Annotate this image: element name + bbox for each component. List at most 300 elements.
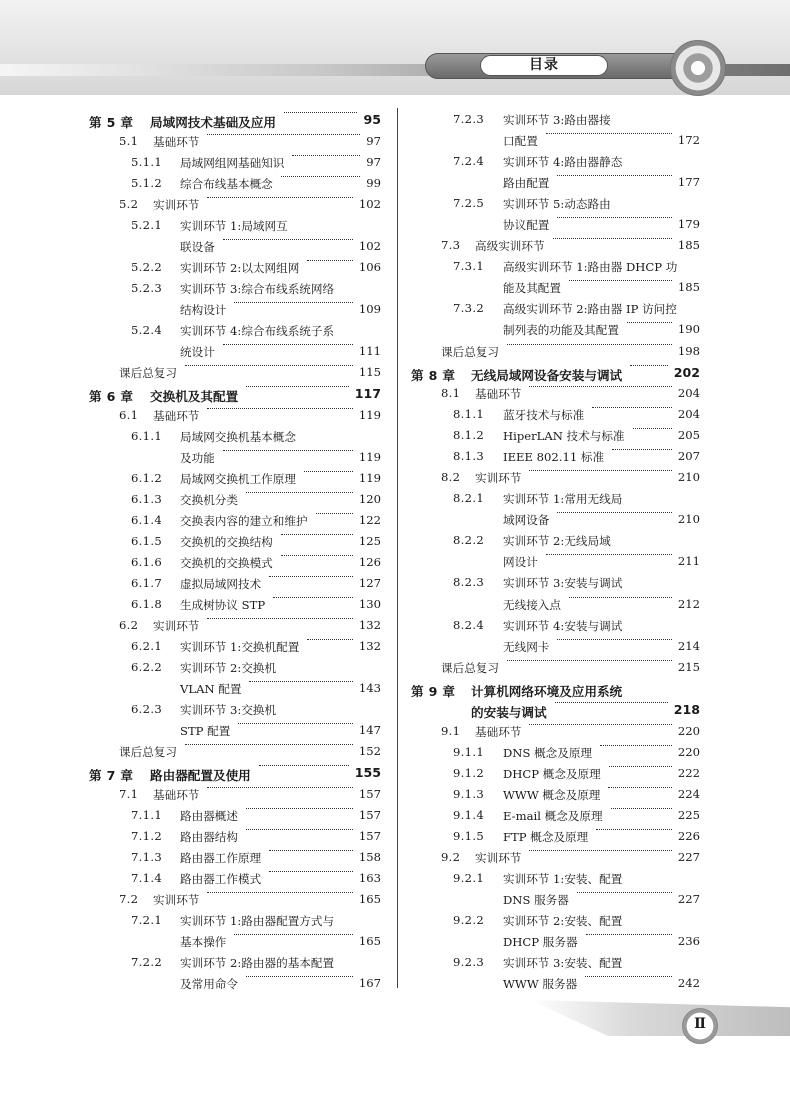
toc-entry-page: 220 (677, 744, 700, 759)
toc-dot-leader (546, 133, 672, 134)
toc-dot-leader (553, 238, 672, 239)
toc-entry-page: 132 (358, 639, 381, 654)
toc-chapter-entry (408, 363, 700, 385)
toc-entry-title: 路由器概述 (180, 808, 238, 823)
toc-entry-title: 实训环节 4:综合布线系统子系 (180, 323, 335, 338)
toc-entry-number: 6.1.4 (131, 512, 162, 527)
toc-entry-title: WWW 服务器 (503, 977, 578, 992)
toc-entry-number: 第 5 章 (89, 115, 134, 130)
toc-entry-page: 95 (363, 112, 381, 127)
toc-entry (85, 469, 381, 490)
toc-entry-title: 蓝牙技术与标准 (503, 408, 585, 423)
toc-entry-page: 185 (677, 238, 700, 253)
toc-entry (408, 616, 700, 637)
toc-entry-page: 155 (354, 765, 381, 781)
toc-dot-leader (304, 471, 353, 472)
toc-entry-page: 97 (366, 154, 381, 169)
toc-entry-number: 6.2.1 (131, 639, 162, 654)
toc-entry-title: 实训环节 2:以太网组网 (180, 260, 300, 275)
toc-chapter-entry (85, 110, 381, 132)
toc-entry-title: 实训环节 1:交换机配置 (180, 640, 300, 655)
toc-entry-page: 132 (358, 618, 381, 633)
toc-entry-title: 实训环节 2:交换机 (180, 661, 277, 676)
toc-entry-number: 第 9 章 (411, 683, 456, 699)
toc-dot-leader (507, 660, 672, 661)
toc-dot-leader (207, 892, 353, 893)
toc-entry-title: 结构设计 (180, 302, 227, 317)
toc-entry (85, 237, 381, 258)
toc-entry-number: 8.1 (441, 386, 461, 401)
toc-entry-title: FTP 概念及原理 (503, 829, 589, 844)
toc-entry (408, 743, 700, 764)
toc-entry-page: 242 (677, 976, 700, 991)
toc-entry (85, 953, 381, 974)
toc-entry-number: 8.1.1 (453, 407, 484, 422)
toc-entry (85, 448, 381, 469)
toc-entry (408, 299, 700, 320)
toc-dot-leader (281, 534, 353, 535)
toc-entry-number: 9.2.1 (453, 871, 484, 886)
toc-entry-title: WWW 概念及原理 (503, 787, 601, 802)
toc-entry-title: 实训环节 (475, 851, 522, 865)
toc-entry (85, 532, 381, 553)
toc-entry-title: 及常用命令 (180, 977, 238, 992)
toc-dot-leader (223, 239, 353, 240)
toc-entry (85, 848, 381, 869)
toc-entry-title: 实训环节 2:安装、配置 (503, 914, 623, 929)
toc-entry-title: 课后总复习 (441, 660, 499, 675)
toc-entry (408, 573, 700, 594)
toc-dot-leader (555, 702, 668, 703)
toc-entry-page: 109 (358, 301, 381, 316)
toc-entry-title: VLAN 配置 (180, 682, 242, 697)
toc-entry-page: 119 (358, 470, 381, 485)
toc-entry-title: 实训环节 (153, 619, 200, 634)
toc-entry-page: 115 (358, 365, 381, 380)
toc-entry-title: 课后总复习 (441, 344, 499, 359)
toc-entry-page: 210 (677, 512, 700, 527)
toc-dot-leader (609, 766, 672, 767)
toc-entry-title: 高级实训环节 1:路由器 DHCP 功 (503, 260, 678, 275)
toc-entry-title: 实训环节 (153, 893, 200, 908)
toc-dot-leader (627, 322, 672, 323)
toc-entry-page: 143 (358, 681, 381, 696)
toc-entry-number: 6.2 (119, 618, 139, 633)
toc-dot-leader (269, 576, 353, 577)
toc-entry-title: 路由配置 (503, 176, 550, 191)
toc-dot-leader (569, 280, 672, 281)
toc-entry (408, 342, 700, 363)
toc-dot-leader (269, 850, 353, 851)
toc-dot-leader (612, 449, 672, 450)
toc-entry-page: 157 (358, 828, 381, 843)
toc-entry-number: 7.3.2 (453, 301, 484, 316)
toc-entry (408, 848, 700, 869)
toc-dot-leader (284, 112, 357, 113)
toc-entry-title: 实训环节 3:安装、配置 (503, 956, 623, 971)
toc-entry (408, 278, 700, 299)
toc-entry-page: 130 (358, 596, 381, 611)
toc-entry-number: 6.1.5 (131, 533, 162, 548)
toc-entry-number: 7.1 (119, 786, 139, 801)
toc-entry-title: 协议配置 (503, 218, 550, 233)
page-header (0, 0, 790, 95)
toc-entry (85, 321, 381, 342)
toc-entry-page: 120 (358, 491, 381, 506)
toc-dot-leader (307, 260, 353, 261)
toc-dot-leader (529, 850, 672, 851)
toc-entry (85, 869, 381, 890)
toc-dot-leader (569, 597, 672, 598)
toc-entry-page: 147 (358, 723, 381, 738)
toc-entry-number: 7.1.3 (131, 850, 162, 864)
toc-entry-title: 高级实训环节 2:路由器 IP 访问控 (503, 302, 677, 317)
toc-entry-title: 基础环节 (475, 724, 522, 739)
toc-entry-title: 基本操作 (180, 935, 227, 950)
toc-entry-page: 177 (677, 175, 700, 190)
toc-entry (408, 764, 700, 785)
toc-entry-number: 7.3.1 (453, 259, 484, 274)
toc-dot-leader (546, 554, 672, 555)
page-number: Ⅱ (694, 1016, 706, 1032)
toc-entry (85, 153, 381, 174)
toc-entry-page: 215 (677, 659, 700, 674)
toc-entry (85, 300, 381, 321)
toc-entry (408, 531, 700, 552)
toc-entry (408, 722, 700, 743)
toc-entry-title: 及功能 (180, 450, 215, 465)
toc-entry-number: 8.2 (441, 470, 461, 485)
toc-dot-leader (596, 829, 672, 830)
toc-entry-title: 局域网交换机工作原理 (180, 471, 296, 486)
toc-entry-number: 8.2.1 (453, 491, 484, 506)
toc-entry (408, 595, 700, 616)
toc-dot-leader (223, 344, 353, 345)
toc-entry-page: 122 (358, 512, 381, 527)
toc-entry-title: 交换机及其配置 (150, 389, 239, 405)
toc-entry-number: 9.1.4 (453, 807, 484, 822)
toc-entry-title: 无线网卡 (503, 639, 550, 654)
toc-entry-number: 8.1.3 (453, 449, 484, 464)
toc-dot-leader (246, 386, 349, 387)
toc-entry-page: 226 (677, 828, 700, 843)
toc-chapter-entry (85, 384, 381, 406)
toc-entry-number: 9.1.1 (453, 744, 484, 759)
toc-entry (408, 468, 700, 489)
toc-entry-title: STP 配置 (180, 724, 231, 739)
toc-entry-title: 口配置 (503, 134, 538, 149)
toc-dot-leader (585, 976, 672, 977)
toc-entry (85, 890, 381, 911)
header-title: 目录 (480, 55, 608, 76)
toc-entry (408, 953, 700, 974)
toc-entry (85, 363, 381, 384)
toc-entry-page: 204 (677, 407, 700, 422)
toc-dot-leader (316, 513, 353, 514)
toc-entry-page: 125 (358, 533, 381, 548)
toc-entry (85, 258, 381, 279)
toc-entry-number: 9.2.3 (453, 955, 484, 970)
toc-entry-number: 9.2.2 (453, 913, 484, 928)
toc-entry-page: 207 (677, 449, 700, 464)
toc-entry (85, 679, 381, 700)
toc-entry-title: 网设计 (503, 555, 538, 570)
toc-dot-leader (234, 934, 353, 935)
toc-dot-leader (600, 745, 672, 746)
toc-entry (408, 384, 700, 405)
toc-entry (85, 279, 381, 300)
toc-dot-leader (273, 597, 353, 598)
toc-entry-page: 224 (677, 786, 700, 801)
toc-entry-number: 8.1.2 (453, 428, 484, 443)
toc-entry-title: 课后总复习 (119, 745, 177, 760)
toc-entry-title: 无线接入点 (503, 597, 561, 612)
toc-entry-page: 119 (358, 407, 381, 422)
toc-entry (408, 110, 700, 131)
toc-entry (85, 132, 381, 153)
toc-entry (85, 806, 381, 827)
toc-entry-number: 5.1 (119, 133, 139, 148)
toc-dot-leader (307, 639, 353, 640)
toc-entry-page: 211 (677, 554, 700, 569)
toc-entry-number: 9.1.5 (453, 828, 484, 843)
toc-entry-number: 8.2.2 (453, 533, 484, 548)
toc-dot-leader (249, 681, 353, 682)
toc-entry-title: 局域网组网基础知识 (180, 155, 285, 170)
toc-dot-leader (269, 871, 353, 872)
toc-dot-leader (234, 302, 353, 303)
toc-entry-title: 综合布线基本概念 (180, 176, 273, 191)
toc-dot-leader (246, 808, 353, 809)
toc-entry (85, 827, 381, 848)
toc-entry (408, 152, 700, 173)
toc-entry-number: 7.2.5 (453, 196, 484, 211)
toc-entry-number: 7.2 (119, 892, 139, 907)
toc-entry-title: 无线局域网设备安装与调试 (471, 367, 623, 383)
toc-entry-page: 220 (677, 723, 700, 738)
toc-entry-page: 236 (677, 934, 700, 949)
toc-dot-leader (207, 787, 353, 788)
toc-entry-number: 6.1.8 (131, 596, 162, 611)
toc-entry-page: 99 (366, 175, 381, 190)
toc-entry (408, 173, 700, 194)
toc-dot-leader (238, 723, 353, 724)
column-divider (397, 108, 398, 988)
toc-entry-number: 5.2.1 (131, 217, 162, 232)
toc-entry-title: 能及其配置 (503, 281, 561, 296)
toc-entry (85, 742, 381, 763)
toc-dot-leader (292, 155, 360, 156)
toc-entry-page: 179 (677, 217, 700, 232)
toc-entry (85, 616, 381, 637)
toc-entry-number: 5.2.2 (131, 259, 162, 274)
toc-entry (408, 405, 700, 426)
toc-dot-leader (259, 765, 349, 766)
toc-dot-leader (246, 829, 353, 830)
toc-entry (85, 785, 381, 806)
toc-entry-page: 190 (677, 322, 700, 337)
toc-entry-page: 97 (366, 133, 381, 148)
toc-entry-page: 205 (677, 428, 700, 443)
toc-entry-number: 7.2.4 (453, 154, 484, 169)
toc-entry-title: 联设备 (180, 239, 215, 254)
toc-entry-number: 5.2 (119, 196, 139, 211)
toc-dot-leader (586, 934, 672, 935)
toc-entry (85, 490, 381, 511)
toc-entry-title: 实训环节 1:常用无线局 (503, 492, 623, 507)
toc-entry-number: 5.2.3 (131, 280, 162, 295)
toc-entry (85, 553, 381, 574)
toc-entry (85, 595, 381, 616)
footer-decor-band (530, 1000, 790, 1036)
toc-entry-number: 6.2.2 (131, 660, 162, 675)
toc-entry-page: 167 (358, 976, 381, 991)
toc-dot-leader (207, 408, 353, 409)
toc-entry-page: 222 (677, 765, 700, 780)
toc-dot-leader (557, 175, 672, 176)
toc-entry-number: 7.2.2 (131, 955, 162, 970)
toc-entry-page: 165 (358, 934, 381, 949)
toc-entry (85, 174, 381, 195)
toc-entry (408, 489, 700, 510)
toc-entry-title: HiperLAN 技术与标准 (503, 429, 625, 444)
toc-entry-page: 185 (677, 280, 700, 295)
toc-dot-leader (592, 407, 672, 408)
toc-dot-leader (608, 787, 672, 788)
toc-entry-number: 5.1.1 (131, 154, 162, 169)
toc-entry (85, 658, 381, 679)
toc-entry-page: 102 (358, 196, 381, 211)
toc-dot-leader (185, 365, 353, 366)
toc-dot-leader (611, 808, 672, 809)
toc-entry (408, 236, 700, 257)
toc-entry (85, 427, 381, 448)
toc-dot-leader (630, 365, 668, 366)
toc-entry (85, 911, 381, 932)
toc-left-column (85, 110, 381, 995)
toc-entry-page: 119 (358, 449, 381, 464)
toc-entry (408, 911, 700, 932)
toc-entry-number: 8.2.3 (453, 575, 484, 590)
toc-entry (408, 869, 700, 890)
toc-entry-title: 实训环节 4:路由器静态 (503, 155, 623, 170)
toc-entry (85, 932, 381, 953)
toc-entry (85, 637, 381, 658)
toc-entry (408, 426, 700, 447)
toc-entry-number: 9.1 (441, 723, 461, 738)
toc-entry-title: 实训环节 1:路由器配置方式与 (180, 914, 335, 929)
toc-entry-title: DHCP 概念及原理 (503, 766, 601, 781)
toc-entry-title: 实训环节 2:无线局域 (503, 534, 611, 549)
toc-entry-number: 第 6 章 (89, 389, 134, 405)
toc-entry-number: 7.1.1 (131, 807, 162, 822)
toc-entry-title: 路由器工作模式 (180, 872, 262, 887)
toc-entry (408, 890, 700, 911)
toc-entry (408, 447, 700, 468)
toc-chapter-entry (85, 763, 381, 785)
toc-dot-leader (577, 892, 672, 893)
toc-entry-title: 计算机网络环境及应用系统 (471, 683, 623, 699)
toc-entry-number: 9.1.2 (453, 765, 484, 780)
toc-entry-title: 交换机的交换模式 (180, 555, 273, 570)
toc-entry-title: 实训环节 3:路由器接 (503, 113, 611, 127)
toc-entry-title: 局域网技术基础及应用 (150, 115, 276, 130)
toc-entry-page: 227 (677, 850, 700, 864)
toc-entry-title: 实训环节 3:交换机 (180, 703, 277, 718)
toc-dot-leader (185, 744, 353, 745)
toc-entry-page: 157 (358, 786, 381, 801)
toc-entry-title: 实训环节 5:动态路由 (503, 197, 611, 212)
toc-entry-page: 106 (358, 259, 381, 274)
toc-entry-number: 7.2.3 (453, 112, 484, 126)
toc-entry (85, 195, 381, 216)
toc-entry-page: 165 (358, 892, 381, 907)
toc-dot-leader (557, 217, 672, 218)
toc-dot-leader (223, 450, 353, 451)
toc-entry-title: 局域网交换机基本概念 (180, 429, 296, 444)
toc-dot-leader (557, 639, 672, 640)
toc-entry-title: DNS 概念及原理 (503, 745, 593, 760)
toc-entry-page: 102 (358, 238, 381, 253)
toc-entry (408, 827, 700, 848)
toc-entry (85, 974, 381, 995)
toc-entry-title: 统设计 (180, 344, 215, 359)
toc-entry-number: 6.1.7 (131, 575, 162, 590)
toc-entry (408, 552, 700, 573)
toc-entry-title: 生成树协议 STP (180, 597, 266, 612)
toc-dot-leader (246, 492, 353, 493)
toc-entry (408, 932, 700, 953)
toc-entry-page: 126 (358, 554, 381, 569)
toc-entry (408, 215, 700, 236)
toc-entry-title: E-mail 概念及原理 (503, 808, 603, 823)
toc-entry-title: 虚拟局域网技术 (180, 576, 262, 591)
toc-entry-page: 163 (358, 871, 381, 886)
toc-dot-leader (529, 386, 672, 387)
toc-entry (408, 974, 700, 995)
toc-entry-number: 7.2.1 (131, 913, 162, 928)
toc-entry-number: 5.2.4 (131, 322, 162, 337)
toc-dot-leader (507, 344, 672, 345)
toc-entry (85, 216, 381, 237)
toc-entry-number: 7.1.4 (131, 871, 162, 886)
toc-entry-number: 6.1 (119, 407, 139, 422)
toc-entry-page: 117 (354, 386, 381, 402)
toc-entry-page: 111 (358, 343, 381, 358)
toc-entry (408, 658, 700, 679)
toc-chapter-entry (408, 679, 700, 701)
toc-entry-page: 152 (358, 744, 381, 759)
toc-entry-page: 204 (677, 386, 700, 401)
toc-entry-number: 6.1.3 (131, 491, 162, 506)
toc-dot-leader (633, 428, 672, 429)
toc-entry-page: 157 (358, 807, 381, 822)
toc-entry-title: 实训环节 (475, 471, 522, 486)
toc-entry-page: 172 (677, 133, 700, 148)
toc-entry-page: 158 (358, 850, 381, 864)
toc-entry-page: 218 (673, 702, 700, 718)
toc-entry-page: 127 (358, 575, 381, 590)
toc-entry (408, 510, 700, 531)
toc-entry-page: 212 (677, 596, 700, 611)
toc-entry (85, 721, 381, 742)
toc-entry (85, 342, 381, 363)
toc-entry-title: 实训环节 3:综合布线系统网络 (180, 281, 335, 296)
toc-entry-title: 基础环节 (153, 134, 200, 149)
toc-entry-title: 高级实训环节 (475, 239, 545, 254)
toc-entry-title: 基础环节 (153, 408, 200, 423)
toc-entry-number: 5.1.2 (131, 175, 162, 190)
